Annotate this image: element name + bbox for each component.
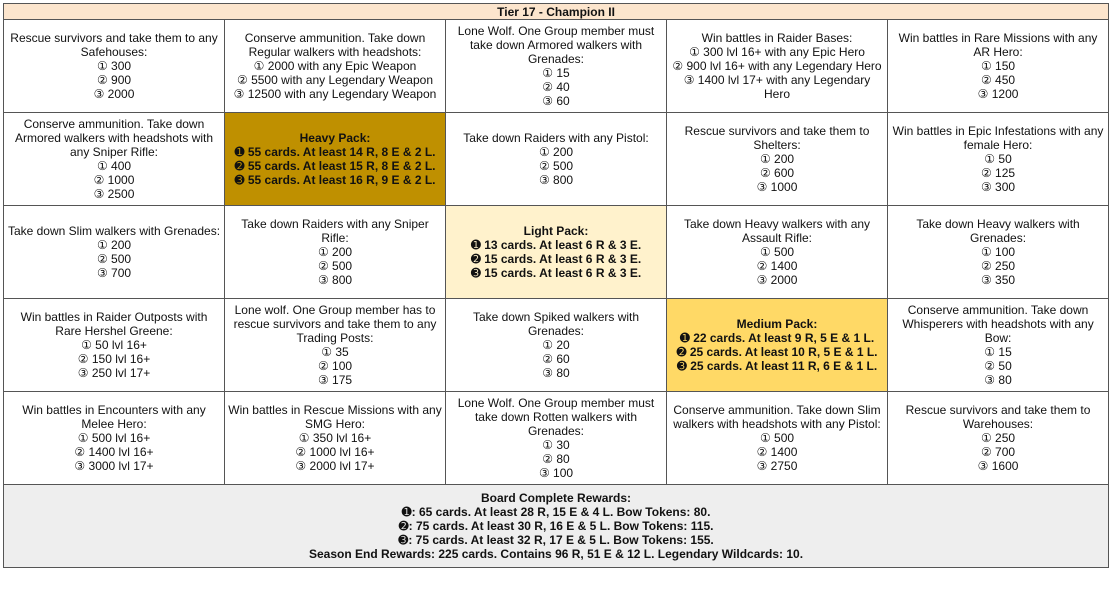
challenge-goal: ② 500 [317, 259, 353, 273]
challenge-goal: ② 60 [542, 352, 570, 366]
challenge-goal: ① 300 [96, 59, 132, 73]
challenge-goal: ② 40 [542, 80, 570, 94]
challenge-cell [888, 113, 1109, 206]
challenge-goal: ① 200 [96, 238, 132, 252]
challenge-goal: ③ 300 [980, 180, 1016, 194]
challenge-cell [667, 20, 888, 113]
challenge-goal: ③ 1000 [756, 180, 798, 194]
challenge-cell [4, 299, 225, 392]
pack-tier: ➊ 22 cards. At least 9 R, 5 E & 1 L. [679, 331, 875, 345]
challenge-goal: ③ 100 [538, 466, 574, 480]
challenge-goal: ② 1400 [756, 445, 798, 459]
challenge-cell [667, 113, 888, 206]
challenge-goal: ③ 80 [984, 373, 1012, 387]
challenge-description: Win battles in Raider Outposts with Rare Hershel Greene: [20, 310, 208, 338]
challenge-goal: ③ 250 lvl 17+ [77, 366, 151, 380]
challenge-goal: ① 150 [980, 59, 1016, 73]
challenge-goal: ③ 80 [542, 366, 570, 380]
challenge-goal: ① 500 [759, 431, 795, 445]
challenge-goal: ① 50 lvl 16+ [81, 338, 147, 352]
challenge-description: Take down Slim walkers with Grenades: [7, 224, 221, 238]
challenge-cell [225, 299, 446, 392]
challenge-cell [4, 113, 225, 206]
challenge-goal: ② 150 lvl 16+ [77, 352, 151, 366]
board-rewards [4, 485, 1109, 568]
challenge-goal: ③ 2750 [756, 459, 798, 473]
challenge-description: Win battles in Encounters with any Melee Hero: [22, 403, 206, 431]
board-row [4, 20, 1109, 113]
challenge-goal: ② 1400 [756, 259, 798, 273]
challenge-goal: ① 200 [317, 245, 353, 259]
challenge-goal: ③ 2000 [93, 87, 135, 101]
season-end-rewards: Season End Rewards: 225 cards. Contains 96 R, 51 E & 12 L. Legendary Wildcards: 10. [308, 547, 804, 561]
pack-tier: ➋ 15 cards. At least 6 R & 3 E. [470, 252, 642, 266]
pack-tier: ➊ 13 cards. At least 6 R & 3 E. [470, 238, 642, 252]
challenge-description: Take down Raiders with any Pistol: [463, 131, 649, 145]
challenge-cell [888, 299, 1109, 392]
challenge-goal: ② 50 [984, 359, 1012, 373]
challenge-cell [446, 392, 667, 485]
challenge-goal: ① 50 [984, 152, 1012, 166]
challenge-description: Rescue survivors and take them to Warehouses: [905, 403, 1091, 431]
board-complete-reward: ➌: 75 cards. At least 32 R, 17 E & 5 L. Bow Tokens: 155. [398, 533, 714, 547]
challenge-goal: ③ 60 [542, 94, 570, 108]
challenge-goal: ① 200 [759, 152, 795, 166]
challenge-cell [667, 206, 888, 299]
challenge-description: Win battles in Rescue Missions with any SMG Hero: [228, 403, 442, 431]
challenge-goal: ① 15 [984, 345, 1012, 359]
rewards-heading: Board Complete Rewards: [481, 491, 632, 505]
challenge-goal: ③ 3000 lvl 17+ [74, 459, 154, 473]
pack-tier: ➌ 15 cards. At least 6 R & 3 E. [470, 266, 642, 280]
challenge-cell [888, 392, 1109, 485]
challenge-description: Conserve ammunition. Take down Armored walkers with headshots with any Sniper Rifle: [14, 117, 214, 159]
challenge-goal: ③ 800 [317, 273, 353, 287]
pack-title: Medium Pack: [736, 317, 818, 331]
board-body [4, 4, 1109, 568]
challenge-goal: ① 500 [759, 245, 795, 259]
challenge-cell [225, 392, 446, 485]
pack-tier: ➌ 25 cards. At least 11 R, 6 E & 1 L. [676, 359, 878, 373]
challenge-description: Rescue survivors and take them to Shelters: [684, 124, 870, 152]
challenge-goal: ③ 12500 with any Legendary Weapon [233, 87, 437, 101]
challenge-description: Conserve ammunition. Take down Whisperers with headshots with any Bow: [902, 303, 1094, 345]
pack-title: Light Pack: [523, 224, 589, 238]
challenge-goal: ③ 350 [980, 273, 1016, 287]
challenge-goal: ② 600 [759, 166, 795, 180]
challenge-goal: ① 500 lvl 16+ [77, 431, 151, 445]
challenge-goal: ① 35 [321, 345, 349, 359]
challenge-description: Take down Heavy walkers with any Assault Rifle: [683, 217, 871, 245]
challenge-goal: ③ 175 [317, 373, 353, 387]
challenge-cell [225, 206, 446, 299]
board-row [4, 392, 1109, 485]
board-title: Tier 17 - Champion II [4, 4, 1109, 20]
challenge-cell [4, 20, 225, 113]
challenge-goal: ① 15 [542, 66, 570, 80]
challenge-goal: ③ 800 [538, 173, 574, 187]
challenge-goal: ② 250 [980, 259, 1016, 273]
pack-tier: ➋ 25 cards. At least 10 R, 5 E & 1 L. [676, 345, 878, 359]
challenge-goal: ① 400 [96, 159, 132, 173]
challenge-description: Win battles in Epic Infestations with any female Hero: [892, 124, 1104, 152]
challenge-cell [4, 392, 225, 485]
medium-pack-cell [667, 299, 888, 392]
challenge-cell [446, 113, 667, 206]
challenge-description: Take down Spiked walkers with Grenades: [472, 310, 640, 338]
board-row [4, 299, 1109, 392]
challenge-goal: ② 1000 lvl 16+ [295, 445, 375, 459]
challenge-description: Take down Heavy walkers with Grenades: [916, 217, 1080, 245]
challenge-cell [888, 206, 1109, 299]
challenge-goal: ② 700 [980, 445, 1016, 459]
challenge-goal: ③ 1600 [977, 459, 1019, 473]
challenge-description: Lone Wolf. One Group member must take down Rotten walkers with Grenades: [457, 396, 655, 438]
challenge-goal: ① 350 lvl 16+ [298, 431, 372, 445]
challenge-cell [446, 20, 667, 113]
challenge-goal: ① 100 [980, 245, 1016, 259]
challenge-goal: ① 300 lvl 16+ with any Epic Hero [689, 45, 865, 59]
challenge-goal: ② 1000 [93, 173, 135, 187]
pack-tier: ➌ 55 cards. At least 16 R, 9 E & 2 L. [234, 173, 436, 187]
challenge-description: Win battles in Rare Missions with any AR Hero: [898, 31, 1098, 59]
challenge-goal: ① 30 [542, 438, 570, 452]
challenge-goal: ③ 2000 lvl 17+ [295, 459, 375, 473]
board-complete-reward: ➊: 65 cards. At least 28 R, 15 E & 4 L. Bow Tokens: 80. [401, 505, 711, 519]
challenge-goal: ② 500 [96, 252, 132, 266]
challenge-goal: ③ 2500 [93, 187, 135, 201]
challenge-goal: ③ 700 [96, 266, 132, 280]
challenge-description: Conserve ammunition. Take down Slim walkers with headshots with any Pistol: [673, 403, 881, 431]
challenge-description: Lone Wolf. One Group member must take down Armored walkers with Grenades: [457, 24, 655, 66]
board-row [4, 206, 1109, 299]
challenge-board [3, 3, 1109, 568]
challenge-goal: ② 80 [542, 452, 570, 466]
challenge-goal: ② 500 [538, 159, 574, 173]
challenge-goal: ① 20 [542, 338, 570, 352]
board-row [4, 113, 1109, 206]
challenge-cell [446, 299, 667, 392]
pack-title: Heavy Pack: [299, 131, 371, 145]
pack-tier: ➋ 55 cards. At least 15 R, 8 E & 2 L. [234, 159, 436, 173]
light-pack-cell [446, 206, 667, 299]
heavy-pack-cell [225, 113, 446, 206]
challenge-goal: ③ 1200 [977, 87, 1019, 101]
pack-tier: ➊ 55 cards. At least 14 R, 8 E & 2 L. [234, 145, 436, 159]
challenge-goal: ③ 2000 [756, 273, 798, 287]
challenge-goal: ③ 1400 lvl 17+ with any Legendary Hero [683, 73, 871, 101]
challenge-description: Win battles in Raider Bases: [701, 31, 853, 45]
challenge-description: Rescue survivors and take them to any Safehouses: [10, 31, 218, 59]
challenge-description: Lone wolf. One Group member has to rescue survivors and take them to any Trading Posts: [233, 303, 437, 345]
board-complete-reward: ➋: 75 cards. At least 30 R, 16 E & 5 L. Bow Tokens: 115. [398, 519, 714, 533]
challenge-cell [888, 20, 1109, 113]
challenge-goal: ① 250 [980, 431, 1016, 445]
challenge-goal: ② 100 [317, 359, 353, 373]
challenge-cell [667, 392, 888, 485]
challenge-cell [4, 206, 225, 299]
challenge-goal: ② 450 [980, 73, 1016, 87]
challenge-goal: ① 200 [538, 145, 574, 159]
challenge-goal: ① 2000 with any Epic Weapon [253, 59, 417, 73]
challenge-goal: ② 1400 lvl 16+ [74, 445, 154, 459]
rewards-row [4, 485, 1109, 568]
challenge-goal: ② 5500 with any Legendary Weapon [236, 73, 433, 87]
challenge-goal: ② 900 lvl 16+ with any Legendary Hero [672, 59, 882, 73]
challenge-description: Conserve ammunition. Take down Regular walkers with headshots: [244, 31, 426, 59]
challenge-cell [225, 20, 446, 113]
challenge-description: Take down Raiders with any Sniper Rifle: [241, 217, 429, 245]
challenge-goal: ② 900 [96, 73, 132, 87]
challenge-goal: ② 125 [980, 166, 1016, 180]
